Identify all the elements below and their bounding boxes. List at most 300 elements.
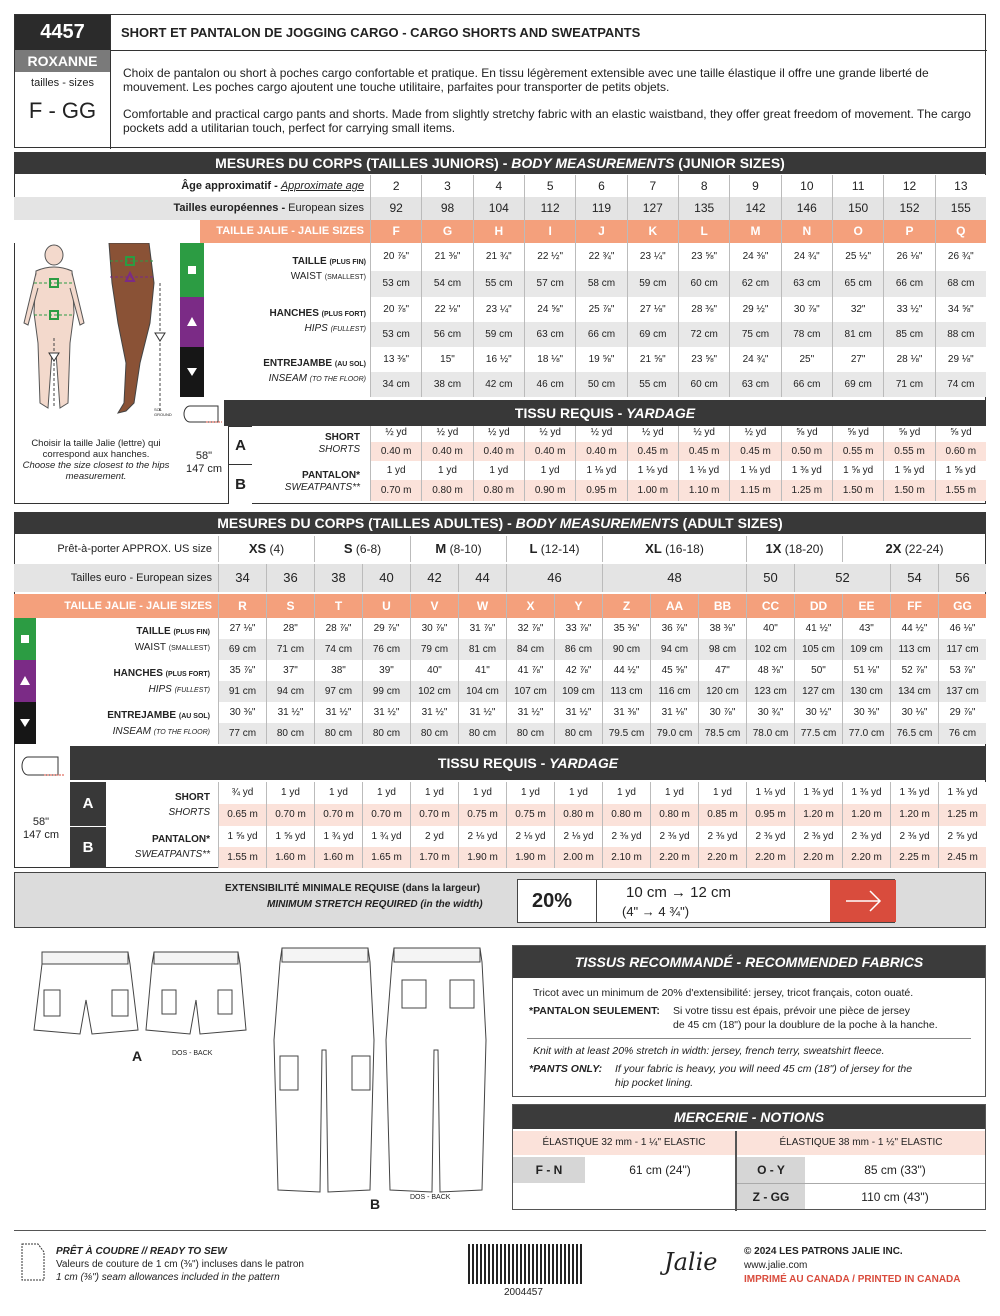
junior-waist-label	[204, 255, 370, 285]
adult-pants-m-cell: 1.90 m	[458, 847, 506, 868]
barcode-bar	[528, 1244, 530, 1284]
inseam-triangle-icon	[180, 347, 204, 397]
adult-waist-cm-cell: 117 cm	[938, 639, 986, 660]
junior-jalie-cell: O	[832, 220, 883, 243]
barcode-bar	[488, 1244, 490, 1284]
adult-hips-in-cell: 53 ⅞"	[938, 660, 986, 681]
adult-hips-in-cell: 39"	[362, 660, 410, 681]
width-in: 58"	[32, 816, 50, 828]
adult-hips-cm-cell: 107 cm	[506, 681, 554, 702]
barcode-bar	[532, 1244, 534, 1284]
junior-hips-in-cell: 30 ⅞"	[781, 297, 832, 322]
hips-triangle-icon	[180, 297, 204, 347]
adult-waist-cm-cell: 86 cm	[554, 639, 602, 660]
junior-euro-cell: 92	[370, 197, 421, 220]
rtw-size-group	[218, 536, 314, 562]
adult-waist-in-cell: 38 ⅜"	[698, 618, 746, 639]
inseam-fr: ENTREJAMBE	[263, 358, 333, 369]
fabrics-fr-2a: *PANTALON SEULEMENT:	[529, 1005, 660, 1017]
adult-hips-cm-cell: 123 cm	[746, 681, 794, 702]
junior-short-yd-cell: ½ yd	[524, 423, 575, 442]
barcode	[466, 1244, 586, 1286]
stretch-box	[517, 879, 895, 923]
adult-waist-in-cell: 32 ⅞"	[506, 618, 554, 639]
adult-inseam-cm-cell: 80 cm	[410, 723, 458, 744]
junior-inseam-cm-cell: 60 cm	[678, 372, 729, 397]
adult-pants-m-cell: 2.20 m	[842, 847, 890, 868]
adult-pants-m-cell: 2.25 m	[890, 847, 938, 868]
yardage-title-en: YARDAGE	[626, 405, 696, 421]
adult-hips-cm-cell: 116 cm	[650, 681, 698, 702]
junior-yardage-bar	[224, 400, 986, 426]
adult-inseam-cm-cell: 80 cm	[362, 723, 410, 744]
junior-short-m-cell: 0.40 m	[370, 442, 421, 461]
adult-pants-yd-cell: 2 ⅜ yd	[602, 826, 650, 847]
adult-inseam-in-cell: 30 ¾"	[746, 702, 794, 723]
junior-short-m-cell: 0.45 m	[627, 442, 678, 461]
adult-waist-cm-cell: 90 cm	[602, 639, 650, 660]
jalie-size-label: TAILLE JALIE - JALIE SIZES	[200, 220, 370, 243]
footer-rule	[14, 1230, 986, 1231]
fabric-roll-icon	[16, 752, 66, 780]
junior-short-yd-cell: ½ yd	[627, 423, 678, 442]
ready-to-sew-icon	[18, 1242, 48, 1282]
pants-en: SWEATPANTS**	[134, 849, 210, 860]
adult-hips-cm-cell: 113 cm	[602, 681, 650, 702]
rtw-size-group	[746, 536, 842, 562]
adult-inseam-in-cell: 31 ½"	[410, 702, 458, 723]
junior-inseam-in-cell: 28 ⅛"	[883, 347, 934, 372]
junior-pants-yd-cell: 1 yd	[370, 461, 421, 480]
junior-waist-cm-cell: 68 cm	[935, 271, 986, 297]
adult-short-m-cell: 0.70 m	[362, 804, 410, 826]
adult-waist-cm-cell: 102 cm	[746, 639, 794, 660]
junior-pants-yd-cell: 1 yd	[473, 461, 524, 480]
junior-hips-cm-cell: 88 cm	[935, 322, 986, 347]
adult-waist-in-cell: 35 ⅜"	[602, 618, 650, 639]
adult-waist-in-cell: 30 ⅞"	[410, 618, 458, 639]
junior-euro-cell: 155	[935, 197, 986, 220]
adult-short-m-cell: 1.25 m	[938, 804, 986, 826]
adult-short-yd-cell: 1 yd	[458, 782, 506, 804]
adult-hips-in-cell: 38"	[314, 660, 362, 681]
adult-waist-in-cell: 33 ⅞"	[554, 618, 602, 639]
junior-pants-yd-cell: 1 ⅝ yd	[832, 461, 883, 480]
inseam-triangle-icon	[14, 702, 36, 744]
barcode-bar	[516, 1244, 518, 1284]
inseam-fr-sub: (AU SOL)	[334, 361, 366, 368]
adult-view-a: A	[70, 782, 106, 826]
adult-hips-in-cell: 44 ½"	[602, 660, 650, 681]
rtw-size: XS	[248, 541, 267, 556]
adult-inseam-in-cell: 30 ⅜"	[218, 702, 266, 723]
adult-waist-in-cell: 43"	[842, 618, 890, 639]
barcode-bar	[472, 1244, 474, 1284]
short-en: SHORTS	[318, 444, 360, 455]
junior-hips-label	[204, 307, 370, 337]
junior-waist-cm-cell: 63 cm	[781, 271, 832, 297]
euro-label-fr: Tailles européennes -	[173, 202, 289, 214]
junior-hips-in-cell: 28 ⅜"	[678, 297, 729, 322]
junior-inseam-cm-cell: 55 cm	[627, 372, 678, 397]
adult-pants-m-cell: 2.20 m	[698, 847, 746, 868]
junior-waist-in-cell: 23 ¼"	[627, 243, 678, 271]
adult-inseam-cm-cell: 80 cm	[314, 723, 362, 744]
stretch-metric: 10 cm → 12 cm	[626, 884, 732, 901]
stretch-imperial: (4" → 4 ¾")	[622, 904, 690, 919]
barcode-bar	[492, 1244, 494, 1284]
adult-inseam-cm-cell: 80 cm	[506, 723, 554, 744]
junior-inseam-in-cell: 21 ⅝"	[627, 347, 678, 372]
adult-euro-cell: 50	[746, 564, 794, 592]
adult-hips-cm-cell: 97 cm	[314, 681, 362, 702]
adult-jalie-cell: V	[410, 594, 458, 618]
junior-inseam-in-cell: 25"	[781, 347, 832, 372]
adult-short-yd-cell: 1 yd	[698, 782, 746, 804]
adult-short-m-cell: 0.75 m	[506, 804, 554, 826]
rtw-sizes-row	[218, 536, 986, 562]
adult-pants-m-cell: 2.10 m	[602, 847, 650, 868]
adult-short-m-cell: 0.70 m	[266, 804, 314, 826]
header-rule	[111, 50, 987, 51]
inseam-en-sub: (TO THE FLOOR)	[153, 729, 210, 736]
notions-row2-value: 85 cm (33")	[864, 1163, 926, 1177]
inseam-en: INSEAM	[268, 373, 307, 384]
rtw-size: M	[435, 541, 447, 556]
adult-euro-cell: 52	[794, 564, 890, 592]
adult-inseam-cm-cell: 78.0 cm	[746, 723, 794, 744]
junior-pants-m-cell: 1.50 m	[832, 480, 883, 501]
barcode-bar	[468, 1244, 470, 1284]
side-figure	[109, 243, 154, 413]
adult-pants-yd-cell: 2 yd	[410, 826, 458, 847]
website-link[interactable]: www.jalie.com	[744, 1260, 808, 1271]
rtw-range: (18-20)	[781, 542, 824, 556]
inseam-fr: ENTREJAMBE	[107, 710, 177, 721]
sizes-label: tailles - sizes	[31, 77, 94, 89]
junior-hips-cm-cell: 63 cm	[524, 322, 575, 347]
barcode-bar	[500, 1244, 502, 1284]
width-in: 58"	[195, 450, 213, 462]
junior-short-yd-cell: ⅝ yd	[781, 423, 832, 442]
adult-pants-yd-cell: 2 ⅜ yd	[698, 826, 746, 847]
adult-waist-in-cell: 31 ⅞"	[458, 618, 506, 639]
waist-fr: TAILLE	[292, 256, 327, 267]
stretch-arrow-icon	[830, 880, 896, 922]
hips-en: HIPS	[148, 684, 172, 695]
adult-waist-icon-box	[14, 618, 36, 660]
junior-hips-in-cell: 22 ⅛"	[421, 297, 472, 322]
adult-inseam-in-cell: 30 ⅞"	[698, 702, 746, 723]
junior-pants-m-cell: 0.80 m	[473, 480, 524, 501]
adult-hips-in-cell: 42 ⅞"	[554, 660, 602, 681]
ready-to-sew: PRÊT À COUDRE // READY TO SEW	[56, 1246, 227, 1257]
junior-short-yd-cell: ½ yd	[678, 423, 729, 442]
rtw-size-group	[506, 536, 602, 562]
rtw-size-group	[314, 536, 410, 562]
adult-inseam-cm-cell: 77.5 cm	[794, 723, 842, 744]
adult-title-bar	[14, 512, 986, 534]
notions-row2-size: O - Y	[737, 1157, 805, 1183]
waist-fr-sub: (PLUS FIN)	[329, 259, 366, 266]
junior-title-end: (JUNIOR SIZES)	[674, 155, 785, 171]
hips-fr-sub: (PLUS FORT)	[165, 671, 210, 678]
junior-euro-cell: 150	[832, 197, 883, 220]
rtw-size: L	[529, 541, 538, 556]
junior-jalie-cell: F	[370, 220, 421, 243]
adult-euro-cell: 40	[362, 564, 410, 592]
adult-waist-cm-cell: 81 cm	[458, 639, 506, 660]
junior-jalie-cell: K	[627, 220, 678, 243]
junior-hips-in-cell: 29 ½"	[729, 297, 780, 322]
adult-inseam-in-cell: 30 ⅛"	[890, 702, 938, 723]
fabrics-en-2c: hip pocket lining.	[615, 1077, 694, 1089]
junior-hips-icon-box	[180, 297, 204, 347]
junior-pants-yd-cell: 1 ⅛ yd	[678, 461, 729, 480]
waist-en: WAIST	[290, 271, 322, 282]
stretch-divider	[596, 880, 597, 922]
barcode-bar	[504, 1244, 506, 1284]
junior-short-m-cell: 0.50 m	[781, 442, 832, 461]
choose-fr: Choisir la taille Jalie (lettre) qui correspond aux hanches.	[31, 438, 161, 460]
adult-short-m-cell: 0.70 m	[410, 804, 458, 826]
adult-short-yd-cell: 1 ⅜ yd	[890, 782, 938, 804]
size-range: F - GG	[28, 98, 97, 123]
junior-inseam-cm-cell: 63 cm	[729, 372, 780, 397]
junior-inseam-in-cell: 13 ⅜"	[370, 347, 421, 372]
junior-waist-cm-cell: 54 cm	[421, 271, 472, 297]
junior-short-yd-cell: ⅝ yd	[883, 423, 934, 442]
adult-inseam-in-cell: 31 ½"	[362, 702, 410, 723]
hips-fr-sub: (PLUS FORT)	[321, 311, 366, 318]
adult-pants-yd-cell: 1 ⅝ yd	[266, 826, 314, 847]
adult-inseam-in-cell: 31 ½"	[314, 702, 362, 723]
rtw-range: (6-8)	[352, 542, 382, 556]
junior-view-a: A	[228, 426, 252, 464]
barcode-bar	[576, 1244, 578, 1284]
fabrics-fr-2c: de 45 cm (18") pour la doublure de la poche à la hanche.	[673, 1019, 938, 1031]
barcode-bar	[476, 1244, 478, 1284]
junior-ages-cell: 10	[781, 175, 832, 197]
fabrics-divider	[527, 1038, 971, 1039]
adult-short-yd-cell: 1 ⅜ yd	[794, 782, 842, 804]
junior-short-m-cell: 0.40 m	[473, 442, 524, 461]
junior-euro-cell: 135	[678, 197, 729, 220]
adult-euro-cell: 34	[218, 564, 266, 592]
junior-jalie-cell: M	[729, 220, 780, 243]
recommended-fabrics	[512, 945, 986, 1097]
pants-fr: PANTALON*	[152, 834, 210, 845]
adult-hips-cm-cell: 104 cm	[458, 681, 506, 702]
barcode-bar	[552, 1244, 554, 1284]
junior-hips-cm-cell: 53 cm	[370, 322, 421, 347]
adult-waist-in-cell: 28 ⅞"	[314, 618, 362, 639]
junior-hips-cm-cell: 81 cm	[832, 322, 883, 347]
adult-inseam-cm-cell: 80 cm	[554, 723, 602, 744]
inseam-fr-sub: (AU SOL)	[178, 713, 210, 720]
junior-hips-in-cell: 34 ⅝"	[935, 297, 986, 322]
adult-euro-cell: 48	[602, 564, 746, 592]
adult-waist-cm-cell: 79 cm	[410, 639, 458, 660]
pattern-header	[14, 14, 986, 148]
inseam-en-sub: (TO THE FLOOR)	[309, 376, 366, 383]
drawing-label-back-pants: DOS - BACK	[410, 1194, 451, 1201]
adult-waist-cm-cell: 84 cm	[506, 639, 554, 660]
pants-en: SWEATPANTS**	[284, 482, 360, 493]
technical-drawings	[30, 940, 500, 1220]
junior-waist-in-cell: 23 ⅝"	[678, 243, 729, 271]
adult-waist-in-cell: 44 ½"	[890, 618, 938, 639]
hips-en: HIPS	[304, 323, 328, 334]
junior-fabric-width	[180, 450, 228, 476]
adult-waist-cm-cell: 69 cm	[218, 639, 266, 660]
junior-euro-cell: 98	[421, 197, 472, 220]
junior-euro-cell: 142	[729, 197, 780, 220]
adult-short-m-cell: 0.80 m	[602, 804, 650, 826]
adult-waist-in-cell: 36 ⅞"	[650, 618, 698, 639]
junior-waist-cm-cell: 57 cm	[524, 271, 575, 297]
hips-en-sub: (FULLEST)	[330, 326, 366, 333]
junior-jalie-cell: H	[473, 220, 524, 243]
adult-hips-cm-cell: 137 cm	[938, 681, 986, 702]
junior-inseam-icon-box	[180, 347, 204, 397]
hips-fr: HANCHES	[113, 668, 163, 679]
junior-pants-m-cell: 1.50 m	[883, 480, 934, 501]
junior-inseam-cm-cell: 74 cm	[935, 372, 986, 397]
shorts-back-drawing	[146, 952, 246, 1034]
junior-waist-cm-cell: 58 cm	[575, 271, 626, 297]
euro-label	[14, 197, 370, 220]
junior-inseam-cm-cell: 34 cm	[370, 372, 421, 397]
adult-jalie-cell: Y	[554, 594, 602, 618]
shorts-front-drawing	[34, 952, 138, 1034]
waist-fr: TAILLE	[136, 626, 171, 637]
adult-hips-cm-cell: 94 cm	[266, 681, 314, 702]
pattern-number: 4457	[15, 15, 110, 50]
stretch-percent: 20%	[532, 890, 573, 912]
junior-waist-in-cell: 20 ⅞"	[370, 243, 421, 271]
junior-euro-cell: 152	[883, 197, 934, 220]
junior-waist-cm-cell: 62 cm	[729, 271, 780, 297]
notions-header: MERCERIE - NOTIONS	[513, 1105, 985, 1129]
pants-front-drawing	[274, 948, 374, 1192]
junior-inseam-cm-cell: 69 cm	[832, 372, 883, 397]
adult-short-yd-cell: ¾ yd	[218, 782, 266, 804]
junior-hips-in-cell: 27 ⅛"	[627, 297, 678, 322]
barcode-bar	[580, 1244, 582, 1284]
junior-inseam-in-cell: 24 ¾"	[729, 347, 780, 372]
adult-inseam-icon-box	[14, 702, 36, 744]
hips-en-sub: (FULLEST)	[174, 687, 210, 694]
adult-jalie-cell: R	[218, 594, 266, 618]
waist-en-sub: (SMALLEST)	[168, 645, 210, 652]
adult-jalie-cell: W	[458, 594, 506, 618]
junior-jalie-cell: L	[678, 220, 729, 243]
adult-jalie-cell: CC	[746, 594, 794, 618]
adult-pants-yd-cell: 2 ⅛ yd	[554, 826, 602, 847]
waist-en: WAIST	[134, 642, 166, 653]
junior-pants-m-cell: 1.55 m	[935, 480, 986, 501]
junior-hips-in-cell: 23 ¼"	[473, 297, 524, 322]
junior-choose-text	[16, 438, 176, 482]
adult-title-en: BODY MEASUREMENTS	[515, 515, 679, 531]
junior-pants-yd-cell: 1 ⅝ yd	[883, 461, 934, 480]
adult-inseam-cm-cell: 76.5 cm	[890, 723, 938, 744]
notions-row1-value: 61 cm (24")	[629, 1163, 691, 1177]
adult-waist-cm-cell: 76 cm	[362, 639, 410, 660]
adult-inseam-cm-cell: 77.0 cm	[842, 723, 890, 744]
seam-allowance-en: 1 cm (⅜") seam allowances included in the pattern	[56, 1272, 280, 1283]
short-en: SHORTS	[168, 807, 210, 818]
adult-short-m-cell: 1.20 m	[890, 804, 938, 826]
adult-hips-in-cell: 48 ⅜"	[746, 660, 794, 681]
junior-inseam-in-cell: 18 ⅛"	[524, 347, 575, 372]
junior-pants-yd-cell: 1 ⅝ yd	[935, 461, 986, 480]
drawing-label-back-shorts: DOS - BACK	[172, 1050, 213, 1057]
junior-euro-cell: 146	[781, 197, 832, 220]
adult-waist-in-cell: 29 ⅞"	[362, 618, 410, 639]
adult-jalie-cell: EE	[842, 594, 890, 618]
drawing-label-b: B	[370, 1196, 381, 1212]
adult-pants-yd-cell: 2 ⅛ yd	[458, 826, 506, 847]
junior-pants-m-cell: 0.95 m	[575, 480, 626, 501]
barcode-bar	[496, 1244, 498, 1284]
adult-short-m-cell: 0.85 m	[698, 804, 746, 826]
junior-waist-in-cell: 21 ¾"	[473, 243, 524, 271]
fabrics-en-2b: If your fabric is heavy, you will need 45 cm (18") of jersey for the	[615, 1063, 913, 1075]
adult-inseam-label	[36, 708, 214, 740]
junior-ages-cell: 5	[524, 175, 575, 197]
adult-short-m-cell: 0.95 m	[746, 804, 794, 826]
junior-label-gray-strip	[14, 220, 200, 243]
rtw-size-group	[842, 536, 986, 562]
junior-euro-cell: 104	[473, 197, 524, 220]
adult-hips-in-cell: 41 ⅞"	[506, 660, 554, 681]
junior-inseam-cm-cell: 46 cm	[524, 372, 575, 397]
copyright: © 2024 LES PATRONS JALIE INC.	[744, 1246, 903, 1257]
junior-waist-cm-cell: 59 cm	[627, 271, 678, 297]
junior-pants-yd-cell: 1 ⅛ yd	[627, 461, 678, 480]
junior-ages-cell: 7	[627, 175, 678, 197]
junior-pants-m-cell: 1.10 m	[678, 480, 729, 501]
age-label	[14, 175, 370, 197]
adult-inseam-cm-cell: 79.5 cm	[602, 723, 650, 744]
adult-inseam-cm-cell: 78.5 cm	[698, 723, 746, 744]
rtw-range: (16-18)	[661, 542, 704, 556]
junior-pants-m-cell: 1.00 m	[627, 480, 678, 501]
barcode-bar	[548, 1244, 550, 1284]
barcode-bar	[540, 1244, 542, 1284]
notions-row1-size: F - N	[513, 1157, 585, 1183]
adult-short-yd-cell: 1 yd	[362, 782, 410, 804]
adult-euro-cell: 54	[890, 564, 938, 592]
junior-jalie-cell: G	[421, 220, 472, 243]
description-en: Comfortable and practical cargo pants and shorts. Made from slightly stretchy fabric with an elastic waistband, they offer great freedom of movement. The cargo pockets add a utilitarian touch, perfect for carrying small items.	[123, 107, 971, 135]
yardage-title-fr: TISSU REQUIS -	[514, 405, 627, 421]
adult-short-yd-cell: 1 yd	[650, 782, 698, 804]
adult-hips-cm-cell: 120 cm	[698, 681, 746, 702]
junior-hips-in-cell: 32"	[832, 297, 883, 322]
rtw-size-group	[410, 536, 506, 562]
junior-ages-cell: 2	[370, 175, 421, 197]
rtw-size-group	[602, 536, 746, 562]
adult-hips-in-cell: 50"	[794, 660, 842, 681]
junior-hips-cm-cell: 78 cm	[781, 322, 832, 347]
width-cm: 147 cm	[185, 463, 223, 475]
adult-pants-m-cell: 1.90 m	[506, 847, 554, 868]
junior-waist-in-cell: 24 ⅜"	[729, 243, 780, 271]
junior-inseam-cm-cell: 50 cm	[575, 372, 626, 397]
